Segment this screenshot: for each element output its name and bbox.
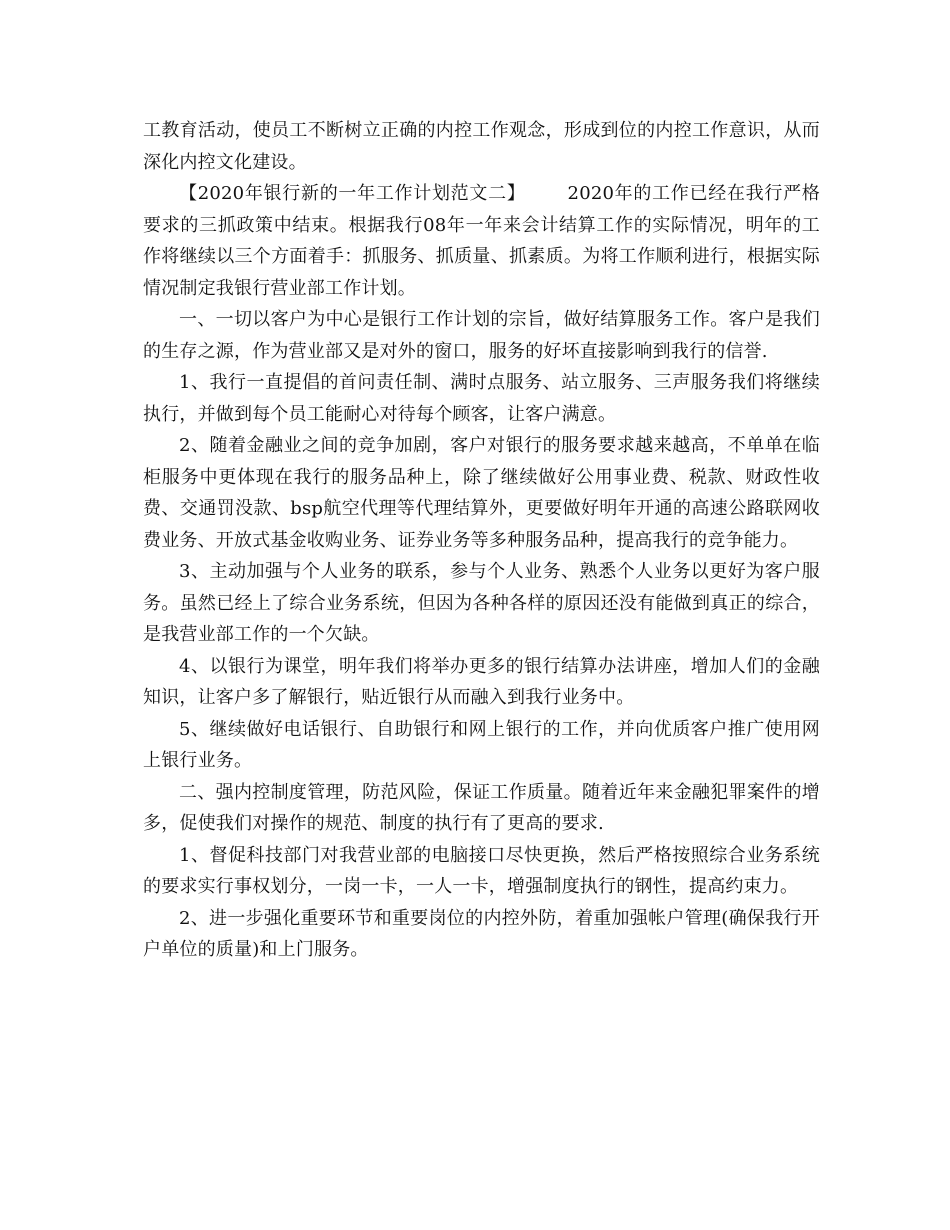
paragraph-continuation: 工教育活动，使员工不断树立正确的内控工作观念，形成到位的内控工作意识，从而深化内控文化建设。 (143, 120, 820, 173)
paragraph-plan-two-intro (143, 178, 820, 304)
plan-two-heading: 【2020年银行新的一年工作计划范文二】 (179, 183, 526, 204)
paragraph-item-5: 5、继续做好电话银行、自助银行和网上银行的工作，并向优质客户推广使用网上银行业务。 (143, 718, 820, 771)
plan-two-intro-text: 2020年的工作已经在我行严格要求的三抓政策中结束。根据我行08年一年来会计结算工作的实际情况，明年的工作将继续以三个方面着手：抓服务、抓质量、抓素质。为将工作顺利进行，根据实际情况制定我银行营业部工作计划。 (143, 183, 821, 299)
paragraph-section-one: 一、一切以客户为中心是银行工作计划的宗旨，做好结算服务工作。客户是我们的生存之源，作为营业部又是对外的窗口，服务的好坏直接影响到我行的信誉. (143, 309, 820, 362)
paragraph-item-1: 1、我行一直提倡的首问责任制、满时点服务、站立服务、三声服务我们将继续执行，并做到每个员工能耐心对待每个顾客，让客户满意。 (143, 372, 820, 425)
paragraph-section-two-item-1: 1、督促科技部门对我营业部的电脑接口尽快更换，然后严格按照综合业务系统的要求实行事权划分，一岗一卡，一人一卡，增强制度执行的钢性，提高约束力。 (143, 844, 820, 897)
paragraph-item-3: 3、主动加强与个人业务的联系，参与个人业务、熟悉个人业务以更好为客户服务。虽然已经上了综合业务系统，但因为各种各样的原因还没有能做到真正的综合，是我营业部工作的一个欠缺。 (143, 561, 820, 645)
paragraph-section-two-item-2: 2、进一步强化重要环节和重要岗位的内控外防，着重加强帐户管理(确保我行开户单位的质量)和上门服务。 (143, 907, 820, 960)
paragraph-item-4: 4、以银行为课堂，明年我们将举办更多的银行结算办法讲座，增加人们的金融知识，让客户多了解银行，贴近银行从而融入到我行业务中。 (143, 655, 820, 708)
paragraph-section-two: 二、强内控制度管理，防范风险，保证工作质量。随着近年来金融犯罪案件的增多，促使我们对操作的规范、制度的执行有了更高的要求. (143, 781, 820, 834)
paragraph-item-2: 2、随着金融业之间的竞争加剧，客户对银行的服务要求越来越高，不单单在临柜服务中更体现在我行的服务品种上，除了继续做好公用事业费、税款、财政性收费、交通罚没款、bsp航空代理等代理结算外，更要做好明年开通的高速公路联网收费业务、开放式基金收购业务、证券业务等多种服务品种，提高我行的竞争能力。 (143, 435, 820, 551)
document-body (143, 115, 820, 966)
